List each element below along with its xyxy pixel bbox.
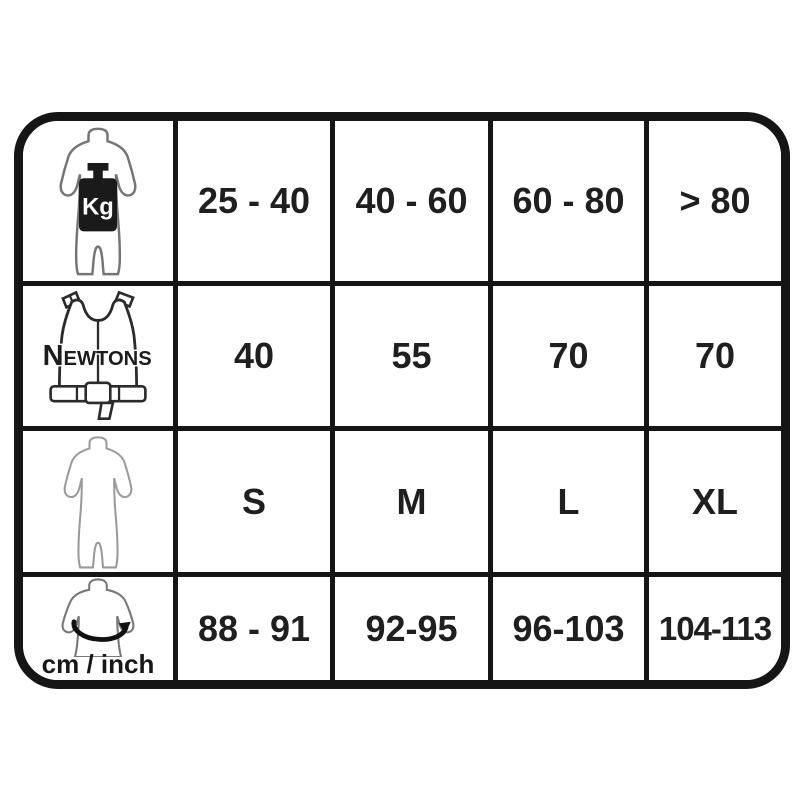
kg-label: Kg — [82, 193, 114, 221]
newtons-value-1: 40 — [233, 335, 275, 376]
table-cell — [644, 572, 781, 680]
table-cell — [644, 121, 781, 281]
table-cell — [488, 281, 644, 426]
table-cell — [173, 572, 330, 680]
chest-range-1: 88 - 91 — [197, 607, 311, 649]
chest-measure-icon — [36, 577, 160, 657]
table-cell — [644, 426, 781, 572]
table-cell — [330, 572, 488, 680]
size-row-header-cell — [23, 426, 173, 572]
table-cell — [330, 426, 488, 572]
chest-range-4: 104-113 — [658, 609, 772, 647]
size-value-4: XL — [691, 480, 738, 522]
newtons-value-4: 70 — [694, 335, 736, 376]
weight-range-4: > 80 — [679, 180, 751, 221]
chest-range-2: 92-95 — [365, 607, 458, 649]
weight-row-header-cell — [23, 121, 173, 281]
cm-inch-label: cm / inch — [41, 649, 155, 679]
chest-row-header-cell — [23, 572, 173, 680]
table-cell — [488, 121, 644, 281]
table-cell — [330, 281, 488, 426]
newtons-label: NEWTONS — [42, 340, 152, 373]
weight-range-3: 60 - 80 — [512, 180, 625, 221]
size-value-3: L — [557, 480, 580, 522]
table-cell — [644, 281, 781, 426]
newtons-vest-icon — [34, 288, 162, 424]
chest-range-3: 96-103 — [512, 607, 625, 649]
kg-weight-body-icon — [42, 125, 154, 277]
size-chart-table — [14, 112, 790, 689]
table-cell — [173, 121, 330, 281]
size-value-2: M — [396, 480, 427, 522]
size-value-1: S — [241, 480, 266, 522]
body-silhouette-icon — [49, 434, 147, 570]
weight-range-2: 40 - 60 — [355, 180, 468, 221]
newtons-value-2: 55 — [391, 335, 432, 376]
table-cell — [488, 572, 644, 680]
table-cell — [330, 121, 488, 281]
table-cell — [488, 426, 644, 572]
size-chart-grid — [23, 121, 781, 680]
table-cell — [173, 426, 330, 572]
newtons-row-header-cell — [23, 281, 173, 426]
table-cell — [173, 281, 330, 426]
weight-range-1: 25 - 40 — [197, 180, 311, 221]
newtons-value-3: 70 — [548, 335, 589, 376]
